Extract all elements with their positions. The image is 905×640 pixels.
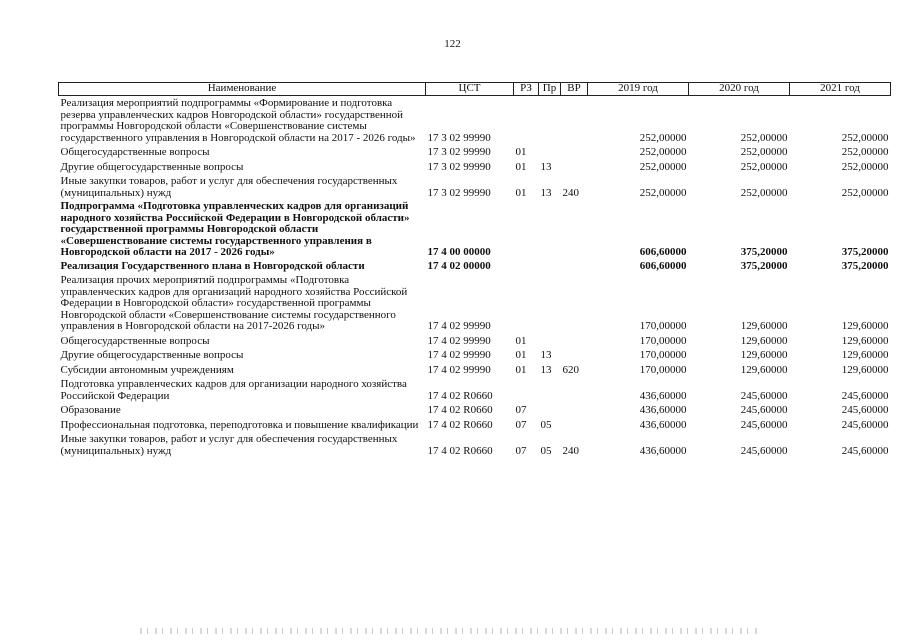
cell-2021: 245,60000 <box>841 404 889 416</box>
table-row <box>59 173 891 199</box>
cell-2021: 245,60000 <box>841 444 889 457</box>
cell-name: Реализация прочих мероприятий подпрограммы «Подготовка управленческих кадров для организаций народного хозяйства Российской Федерации в Новгородской области» государственной программы Новгородской области «Совершенствование системы государственного управления в Новгородской области на 2017-2026 годы» <box>60 274 408 332</box>
cell-2020: 245,60000 <box>740 418 788 431</box>
cell-2019: 252,00000 <box>639 160 687 173</box>
cell-2019: 436,60000 <box>639 418 687 431</box>
header-cst: ЦСТ <box>426 83 514 96</box>
cell-2020: 129,60000 <box>740 349 788 361</box>
cell-name: Другие общегосударственные вопросы <box>60 160 244 173</box>
cell-cst: 17 4 02 00000 <box>427 259 491 272</box>
cell-vr <box>561 333 588 348</box>
cell-name: Субсидии автономным учреждениям <box>60 363 234 376</box>
cell-pr <box>539 144 561 159</box>
cell-name: Общегосударственные вопросы <box>60 334 210 347</box>
table-row <box>59 376 891 402</box>
cell-rz <box>514 259 539 273</box>
cell-2021: 245,60000 <box>841 389 889 402</box>
cell-vr <box>561 376 588 402</box>
cell-name: Подготовка управленческих кадров для организации народного хозяйства Российской Федерации <box>60 378 407 402</box>
cell-vr <box>561 417 588 432</box>
cell-cst: 17 4 02 99990 <box>427 349 491 361</box>
cell-name: Общегосударственные вопросы <box>60 146 210 158</box>
cell-pr <box>539 376 561 402</box>
page-number: 122 <box>444 38 461 50</box>
cell-2020: 252,00000 <box>740 160 788 173</box>
cell-vr <box>561 159 588 174</box>
cell-2021: 245,60000 <box>841 418 889 431</box>
cell-rz: 07 <box>515 404 527 416</box>
cell-2021: 129,60000 <box>841 320 889 332</box>
cell-cst: 17 4 02 99990 <box>427 334 491 347</box>
cell-name: Профессиональная подготовка, переподготовка и повышение квалификации <box>60 418 419 431</box>
cell-pr <box>539 333 561 348</box>
header-2021: 2021 год <box>790 83 891 96</box>
table-body <box>59 96 891 458</box>
cell-2021: 129,60000 <box>841 349 889 361</box>
table-row <box>59 402 891 417</box>
cell-cst: 17 4 02 99990 <box>427 363 491 376</box>
cell-name: Реализация Государственного плана в Новгородской области <box>60 259 365 272</box>
table-row <box>59 144 891 159</box>
table-row <box>59 259 891 273</box>
table-row <box>59 417 891 432</box>
cell-2021: 252,00000 <box>841 160 889 173</box>
header-vr: ВР <box>561 83 588 96</box>
cell-vr <box>561 199 588 259</box>
cell-2019: 436,60000 <box>639 389 687 402</box>
table-row <box>59 96 891 145</box>
cell-pr: 13 <box>540 349 552 361</box>
cell-2020: 245,60000 <box>740 404 788 416</box>
cell-rz: 07 <box>515 444 527 457</box>
cell-2021: 252,00000 <box>841 131 889 144</box>
cell-2021: 375,20000 <box>841 259 889 272</box>
cell-vr <box>561 402 588 417</box>
cell-2021: 375,20000 <box>841 246 889 258</box>
cell-name: Образование <box>60 404 121 416</box>
table-row <box>59 333 891 348</box>
cell-rz <box>514 96 539 145</box>
header-2020: 2020 год <box>689 83 790 96</box>
cell-2019: 436,60000 <box>639 444 687 457</box>
cell-rz: 07 <box>515 418 527 431</box>
header-2019: 2019 год <box>588 83 689 96</box>
cell-cst: 17 3 02 99990 <box>427 146 491 158</box>
cell-vr: 240 <box>562 444 579 457</box>
cell-2020: 375,20000 <box>740 259 788 272</box>
cell-2019: 252,00000 <box>639 131 687 144</box>
cell-rz <box>514 199 539 259</box>
cell-2020: 375,20000 <box>740 246 788 258</box>
cell-cst: 17 3 02 99990 <box>427 186 491 199</box>
cell-2020: 252,00000 <box>740 146 788 158</box>
cell-2020: 129,60000 <box>740 334 788 347</box>
cell-pr <box>539 96 561 145</box>
cell-vr: 620 <box>562 363 579 376</box>
cell-cst: 17 4 02 R0660 <box>427 404 493 416</box>
cell-vr: 240 <box>562 186 579 199</box>
cell-2020: 252,00000 <box>740 186 788 199</box>
cell-rz: 01 <box>515 146 527 158</box>
cell-pr: 13 <box>540 160 552 173</box>
cell-pr: 05 <box>540 418 552 431</box>
cell-2020: 245,60000 <box>740 444 788 457</box>
cell-vr <box>561 272 588 333</box>
cell-rz <box>514 272 539 333</box>
cell-pr <box>539 259 561 273</box>
cell-2020: 129,60000 <box>740 363 788 376</box>
cell-rz <box>514 376 539 402</box>
cell-pr <box>539 272 561 333</box>
cell-2021: 252,00000 <box>841 186 889 199</box>
cell-cst: 17 4 02 R0660 <box>427 389 493 402</box>
cell-2021: 252,00000 <box>841 146 889 158</box>
cell-name: Реализация мероприятий подпрограммы «Формирование и подготовка резерва управленческих кадров Новгородской области» государственной программы Новгородской области «Совершенствование системы государственного управления в Новгородской области на 2017 - 2026 годы» <box>60 97 416 144</box>
cell-2020: 129,60000 <box>740 320 788 332</box>
cell-2019: 170,00000 <box>639 363 687 376</box>
cell-pr: 13 <box>540 186 552 199</box>
header-name: Наименование <box>59 83 426 96</box>
cell-name: Иные закупки товаров, работ и услуг для обеспечения государственных (муниципальных) нужд <box>60 175 398 199</box>
cell-cst: 17 4 00 00000 <box>427 246 491 258</box>
cell-pr: 13 <box>540 363 552 376</box>
header-rz: РЗ <box>514 83 539 96</box>
cell-pr: 05 <box>540 444 552 457</box>
cell-vr <box>561 347 588 362</box>
cell-2019: 252,00000 <box>639 186 687 199</box>
cell-2020: 245,60000 <box>740 389 788 402</box>
cell-2021: 129,60000 <box>841 334 889 347</box>
cell-cst: 17 4 02 99990 <box>427 320 491 332</box>
cell-rz: 01 <box>515 334 527 347</box>
cell-name: Подпрограмма «Подготовка управленческих кадров для организаций народного хозяйства Российской Федерации в Новгородской области» государственной программы Новгородской области «Совершенствование системы государственного управления в Новгородской области на 2017 - 2026 годы» <box>60 200 410 258</box>
cell-rz: 01 <box>515 349 527 361</box>
header-pr: Пр <box>539 83 561 96</box>
cell-2019: 170,00000 <box>639 349 687 361</box>
cell-2019: 170,00000 <box>639 334 687 347</box>
cell-rz: 01 <box>515 363 527 376</box>
cell-vr <box>561 144 588 159</box>
cell-pr <box>539 402 561 417</box>
table-row <box>59 159 891 174</box>
table-row <box>59 199 891 259</box>
cell-2019: 170,00000 <box>639 320 687 332</box>
cell-2019: 436,60000 <box>639 404 687 416</box>
table-row <box>59 362 891 377</box>
cell-name: Иные закупки товаров, работ и услуг для обеспечения государственных (муниципальных) нужд <box>60 433 398 457</box>
scan-artifact-line <box>140 628 760 634</box>
cell-2019: 252,00000 <box>639 146 687 158</box>
cell-2019: 606,60000 <box>639 259 687 272</box>
table-row <box>59 272 891 333</box>
cell-cst: 17 3 02 99990 <box>427 131 491 144</box>
cell-pr <box>539 199 561 259</box>
table-row <box>59 431 891 457</box>
cell-2021: 129,60000 <box>841 363 889 376</box>
cell-rz: 01 <box>515 186 527 199</box>
cell-vr <box>561 96 588 145</box>
cell-2019: 606,60000 <box>639 246 687 258</box>
cell-rz: 01 <box>515 160 527 173</box>
budget-table <box>58 82 891 457</box>
table-row <box>59 347 891 362</box>
cell-cst: 17 4 02 R0660 <box>427 444 493 457</box>
cell-cst: 17 4 02 R0660 <box>427 418 493 431</box>
cell-cst: 17 3 02 99990 <box>427 160 491 173</box>
cell-name: Другие общегосударственные вопросы <box>60 349 244 361</box>
cell-2020: 252,00000 <box>740 131 788 144</box>
cell-vr <box>561 259 588 273</box>
table-header-row <box>59 83 891 96</box>
